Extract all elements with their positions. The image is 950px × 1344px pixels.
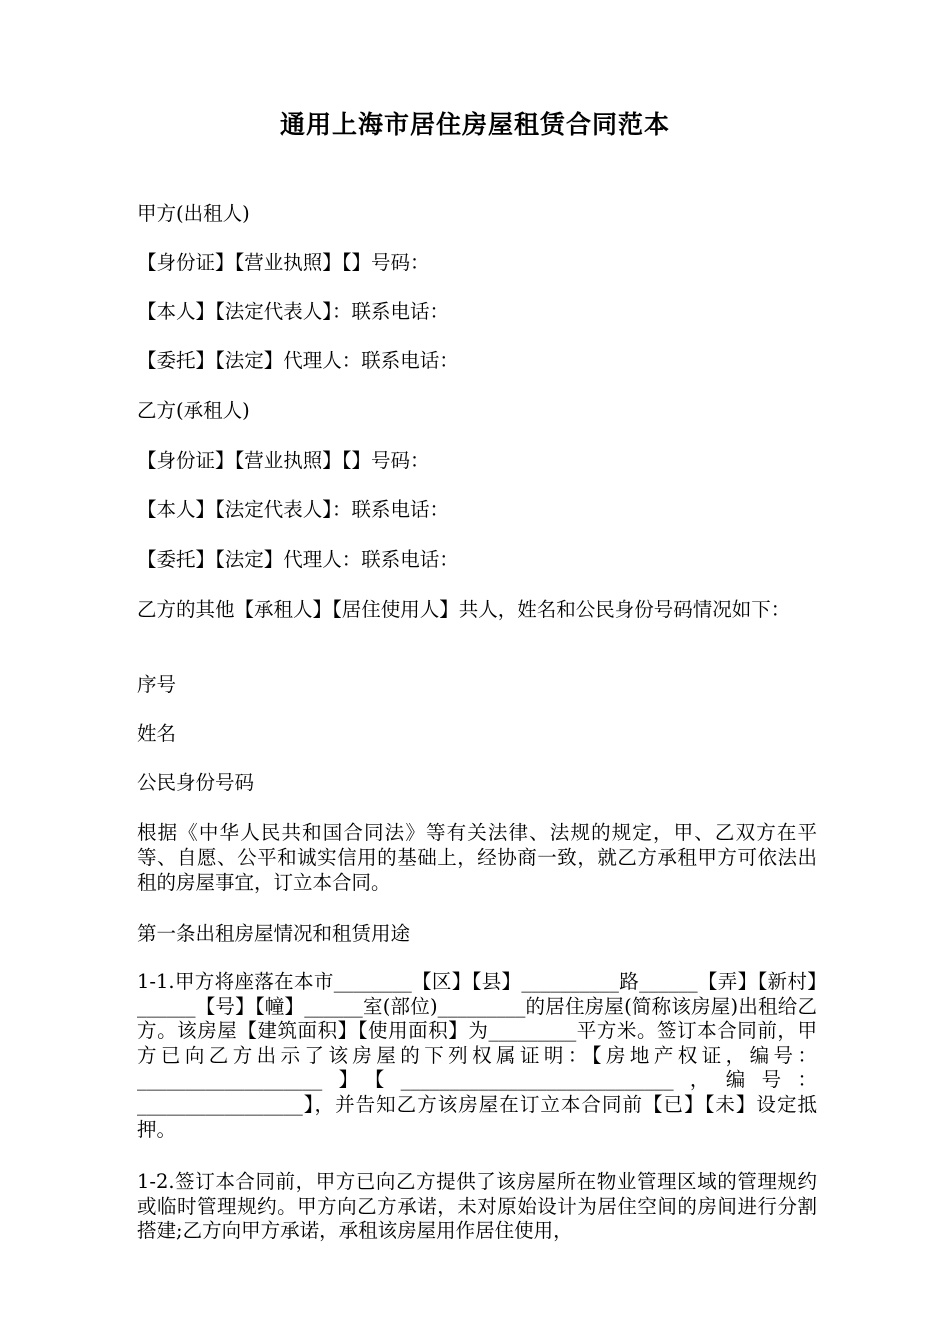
party-a-representative-line: 【本人】【法定代表人】：联系电话： <box>137 300 450 323</box>
clause-1-1: 1-1.甲方将座落在本市________【区】【县】__________路______【弄】【新村】______【号】【幢】______室(部位)_________的居住房屋(简称该房屋)出租给乙方。该房屋【建筑面积】【使用面积】为_________平方米。签订本合同前，甲方已向乙方出示了该房屋的下列权属证明：【房地产权证，编号：___________________】【____________________________，编号：_________________】，并告知乙方该房屋在订立本合同前【已】【未】设定抵押。 <box>137 970 817 1141</box>
party-a-heading: 甲方(出租人) <box>137 202 250 225</box>
article-1-heading: 第一条出租房屋情况和租赁用途 <box>137 922 411 945</box>
table-header-id-number: 公民身份号码 <box>137 771 255 794</box>
party-b-id-line: 【身份证】【营业执照】【】号码： <box>137 449 430 472</box>
party-b-agent-line: 【委托】【法定】代理人：联系电话： <box>137 548 459 571</box>
document-title: 通用上海市居住房屋租赁合同范本 <box>279 110 670 139</box>
co-tenants-paragraph: 乙方的其他【承租人】【居住使用人】共人，姓名和公民身份号码情况如下： <box>137 598 791 621</box>
party-b-representative-line: 【本人】【法定代表人】：联系电话： <box>137 498 450 521</box>
preamble-paragraph: 根据《中华人民共和国合同法》等有关法律、法规的规定，甲、乙双方在平等、自愿、公平和诚实信用的基础上，经协商一致，就乙方承租甲方可依法出租的房屋事宜，订立本合同。 <box>137 821 817 894</box>
party-a-agent-line: 【委托】【法定】代理人：联系电话： <box>137 349 459 372</box>
party-a-id-line: 【身份证】【营业执照】【】号码： <box>137 251 430 274</box>
clause-1-2: 1-2.签订本合同前，甲方已向乙方提供了该房屋所在物业管理区域的管理规约或临时管理规约。甲方向乙方承诺，未对原始设计为居住空间的房间进行分割搭建;乙方向甲方承诺，承租该房屋用作居住使用， <box>137 1170 817 1243</box>
table-header-number: 序号 <box>137 673 177 696</box>
party-b-heading: 乙方(承租人) <box>137 399 250 422</box>
table-header-name: 姓名 <box>137 722 177 745</box>
